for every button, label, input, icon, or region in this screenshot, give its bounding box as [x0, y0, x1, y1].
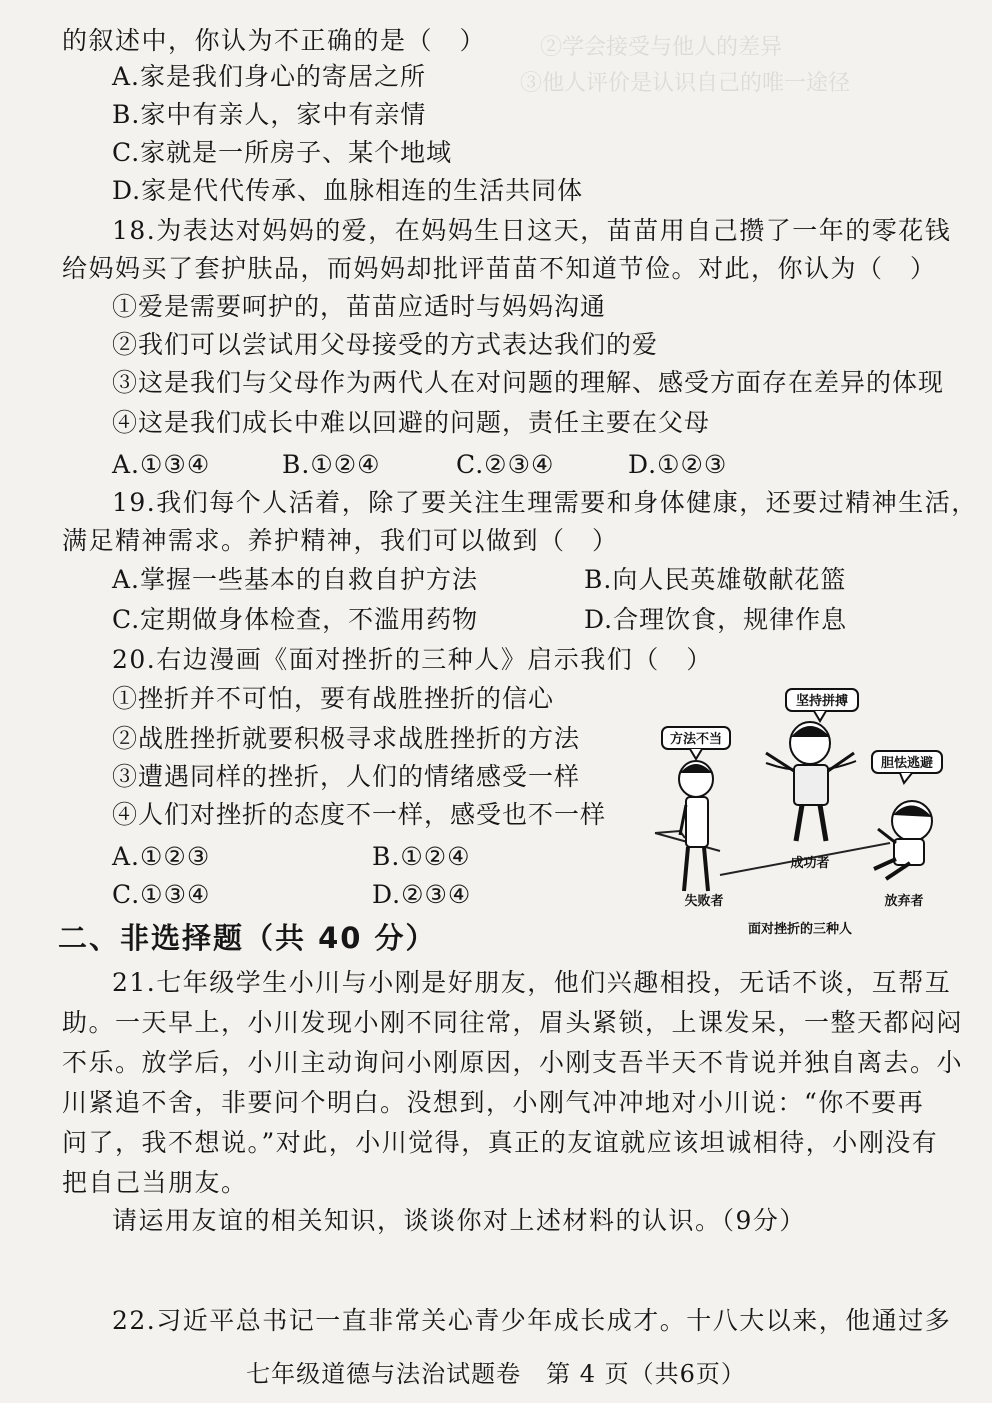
- q17-option-a: A.家是我们身心的寄居之所: [112, 62, 427, 91]
- q20-statement-3: ③遭遇同样的挫折，人们的情绪感受一样: [112, 762, 581, 791]
- q21-line-1: 21.七年级学生小川与小刚是好朋友，他们兴趣相投，无话不谈，互帮互: [112, 968, 952, 997]
- q20-option-c: C.①③④: [112, 880, 211, 909]
- label-success: 成功者: [790, 856, 830, 871]
- q18-option-d: D.①②③: [628, 450, 728, 479]
- failure-figure: [679, 761, 713, 891]
- q17-stem-tail: 的叙述中，你认为不正确的是（ ）: [62, 26, 487, 55]
- bubble-left-text: 方法不当: [669, 732, 723, 747]
- section-2-title: 二、非选择题（共 40 分）: [58, 921, 437, 955]
- q19-option-c: C.定期做身体检查，不滥用药物: [112, 605, 479, 634]
- bleed-through-text: ③他人评价是认识自己的唯一途径: [520, 71, 851, 96]
- cartoon-caption: 面对挫折的三种人: [747, 922, 853, 937]
- q19-option-a: A.掌握一些基本的自救自护方法: [112, 565, 479, 594]
- q18-option-c: C.②③④: [456, 450, 555, 479]
- q21-line-5: 问了，我不想说。”对此，小川觉得，真正的友谊就应该坦诚相待，小刚没有: [62, 1128, 939, 1157]
- q18-statement-2: ②我们可以尝试用父母接受的方式表达我们的爱: [112, 330, 659, 359]
- q20-statement-4: ④人们对挫折的态度不一样，感受也不一样: [112, 800, 607, 829]
- frustration-cartoon: [650, 683, 950, 943]
- q20-statement-1: ①挫折并不可怕，要有战胜挫折的信心: [112, 684, 555, 713]
- q18-statement-1: ①爱是需要呵护的，苗苗应适时与妈妈沟通: [112, 292, 607, 321]
- q19-option-d: D.合理饮食，规律作息: [584, 605, 848, 634]
- q21-line-2: 助。一天早上，小川发现小刚不同往常，眉头紧锁，上课发呆，一整天都闷闷: [62, 1008, 964, 1037]
- q17-option-c: C.家就是一所房子、某个地域: [112, 138, 453, 167]
- bleed-through-text: ②学会接受与他人的差异: [540, 35, 783, 60]
- bubble-mid: [786, 689, 858, 721]
- bubble-left: [662, 727, 730, 759]
- quitter-figure: [874, 801, 932, 879]
- bubble-right-text: 胆怯逃避: [880, 756, 934, 771]
- label-failure: 失败者: [684, 894, 724, 909]
- q20-option-d: D.②③④: [372, 880, 472, 909]
- q18-statement-3: ③这是我们与父母作为两代人在对问题的理解、感受方面存在差异的体现: [112, 368, 945, 397]
- page-footer: 七年级道德与法治试题卷 第 4 页（共6页）: [246, 1360, 746, 1388]
- q18-option-b: B.①②④: [282, 450, 381, 479]
- q21-line-4: 川紧追不舍，非要问个明白。没想到，小刚气冲冲地对小川说：“你不要再: [62, 1088, 925, 1117]
- cartoon-illustration: [650, 683, 950, 943]
- q18-statement-4: ④这是我们成长中难以回避的问题，责任主要在父母: [112, 408, 711, 437]
- q19-option-b: B.向人民英雄敬献花篮: [584, 565, 847, 594]
- q17-option-b: B.家中有亲人，家中有亲情: [112, 100, 427, 129]
- bubble-right: [872, 751, 942, 783]
- q20-option-b: B.①②④: [372, 842, 471, 871]
- q20-stem: 20.右边漫画《面对挫折的三种人》启示我们（ ）: [112, 645, 713, 674]
- q21-line-3: 不乐。放学后，小川主动询问小刚原因，小刚支吾半天不肯说并独自离去。小: [62, 1048, 964, 1077]
- q21-line-6: 把自己当朋友。: [62, 1168, 248, 1197]
- q19-stem-line2: 满足精神需求。养护精神，我们可以做到（ ）: [62, 526, 619, 555]
- q17-option-d: D.家是代代传承、血脉相连的生活共同体: [112, 176, 584, 205]
- q18-option-a: A.①③④: [112, 450, 211, 479]
- bubble-mid-text: 坚持拼搏: [795, 694, 849, 709]
- q20-statement-2: ②战胜挫折就要积极寻求战胜挫折的方法: [112, 724, 581, 753]
- label-quitter: 放弃者: [884, 894, 924, 909]
- q19-stem-line1: 19.我们每个人活着，除了要关注生理需要和身体健康，还要过精神生活，: [112, 488, 978, 517]
- q20-option-a: A.①②③: [112, 842, 211, 871]
- q18-stem-line2: 给妈妈买了套护肤品，而妈妈却批评苗苗不知道节俭。对此，你认为（ ）: [62, 254, 937, 283]
- q18-stem-line1: 18.为表达对妈妈的爱，在妈妈生日这天，苗苗用自己攒了一年的零花钱: [112, 216, 952, 245]
- q21-prompt: 请运用友谊的相关知识，谈谈你对上述材料的认识。（9分）: [112, 1206, 806, 1235]
- q22-stem-line1: 22.习近平总书记一直非常关心青少年成长成才。十八大以来，他通过多: [112, 1306, 952, 1335]
- success-figure: [766, 722, 856, 841]
